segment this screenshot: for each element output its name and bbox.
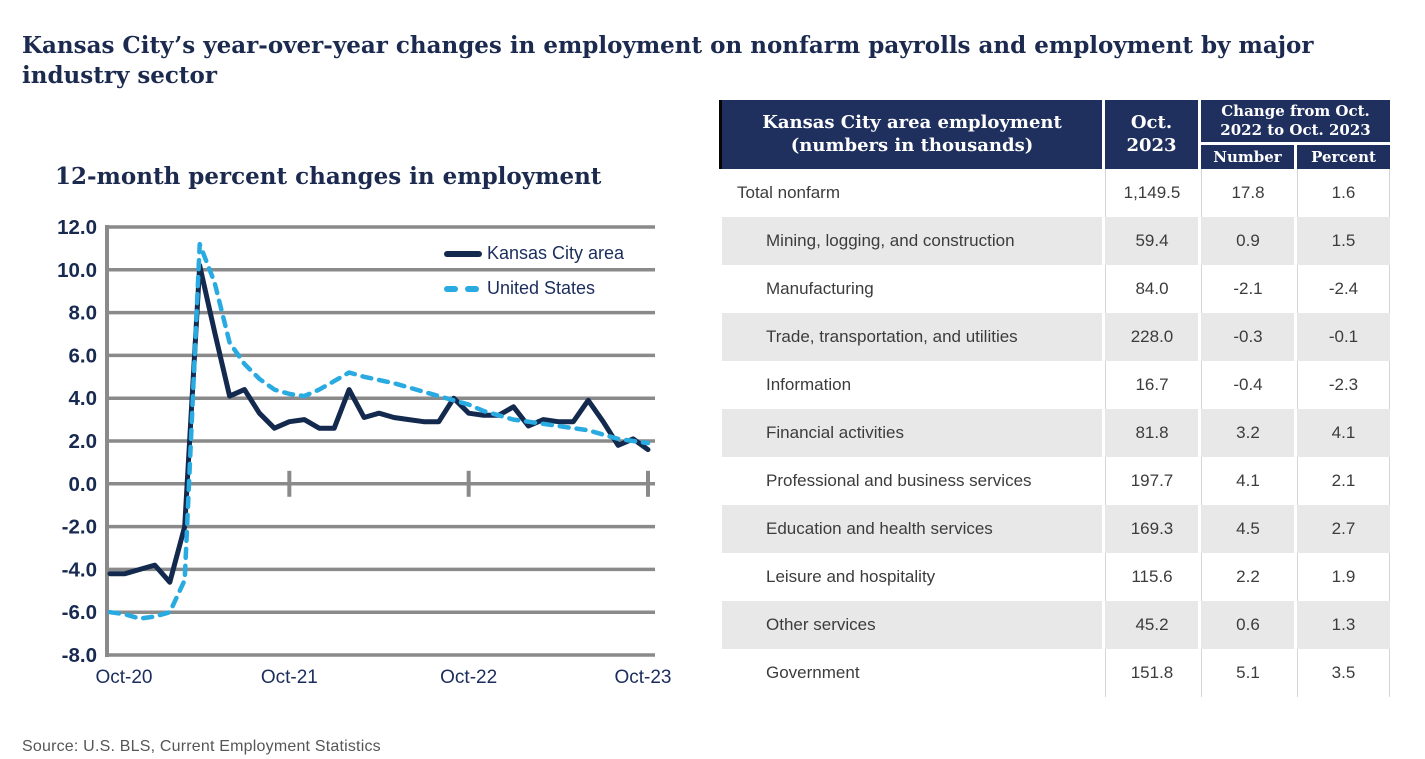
row-change-percent: 2.7 [1297,505,1390,553]
row-change-number: 17.8 [1201,169,1294,217]
row-label: Leisure and hospitality [722,553,1102,601]
table-row-other-services [722,601,1390,649]
table-row-education-health-services [722,505,1390,553]
row-label: Government [722,649,1102,697]
y-axis-label: -8.0 [61,644,97,667]
y-axis-label: 6.0 [68,344,97,368]
row-label: Financial activities [722,409,1102,457]
row-change-percent: 1.3 [1297,601,1390,649]
row-oct-value: 197.7 [1105,457,1198,505]
row-oct-value: 228.0 [1105,313,1198,361]
row-change-number: 2.2 [1201,553,1294,601]
table-row-leisure-hospitality [722,553,1390,601]
y-axis-label: 0.0 [68,472,97,496]
row-change-number: 5.1 [1201,649,1294,697]
row-change-number: -2.1 [1201,265,1294,313]
row-oct-value: 16.7 [1105,361,1198,409]
row-change-percent: -2.4 [1297,265,1390,313]
table-row-mining-logging-construction [722,217,1390,265]
y-axis-label: 2.0 [68,430,97,453]
chart-legend [444,240,624,302]
row-change-number: 4.1 [1201,457,1294,505]
line-chart [30,210,690,710]
row-change-percent: 2.1 [1297,457,1390,505]
row-change-number: 4.5 [1201,505,1294,553]
row-label: Manufacturing [722,265,1102,313]
table-row-financial-activities [722,409,1390,457]
row-oct-value: 84.0 [1105,265,1198,313]
row-label: Information [722,361,1102,409]
row-oct-value: 1,149.5 [1105,169,1198,217]
y-axis-label: 8.0 [68,301,97,325]
row-oct-value: 45.2 [1105,601,1198,649]
legend-label-kansas-city: Kansas City area [487,243,625,263]
legend-item-united-states [444,275,624,302]
table-row-manufacturing [722,265,1390,313]
row-label: Professional and business services [722,457,1102,505]
row-label: Mining, logging, and construction [722,217,1102,265]
header-left-edge [719,100,722,169]
table-row-government [722,649,1390,697]
table-row-trade-transportation-utilities [722,313,1390,361]
row-oct-value: 169.3 [1105,505,1198,553]
x-axis-label: Oct-23 [614,667,672,688]
united-states-line-swatch-icon [444,286,482,292]
y-axis-label: -4.0 [61,558,97,582]
row-change-percent: -0.1 [1297,313,1390,361]
x-axis-label: Oct-21 [260,667,318,688]
x-axis-label: Oct-20 [95,667,153,688]
y-axis-label: 12.0 [57,216,97,239]
row-oct-value: 115.6 [1105,553,1198,601]
column-header-number: Number [1201,145,1294,169]
row-label: Other services [722,601,1102,649]
employment-table [722,100,1390,697]
table-header [722,100,1390,169]
row-change-percent: 1.6 [1297,169,1390,217]
row-change-number: -0.4 [1201,361,1294,409]
y-axis-label: 10.0 [57,258,97,282]
row-change-percent: -2.3 [1297,361,1390,409]
chart-title: 12-month percent changes in employment [55,163,602,191]
column-header-percent: Percent [1297,145,1390,169]
row-change-percent: 3.5 [1297,649,1390,697]
table-row-information [722,361,1390,409]
y-axis-label: -2.0 [61,515,97,539]
row-change-number: 0.9 [1201,217,1294,265]
y-axis-label: 4.0 [68,387,97,411]
column-header-oct-2023: Oct. 2023 [1105,100,1198,169]
legend-item-kansas-city [444,240,624,267]
row-oct-value: 151.8 [1105,649,1198,697]
x-axis-label: Oct-22 [440,667,498,688]
row-label: Education and health services [722,505,1102,553]
legend-label-united-states: United States [487,278,596,298]
row-change-number: 0.6 [1201,601,1294,649]
row-change-number: -0.3 [1201,313,1294,361]
table-body [722,169,1390,697]
row-label: Total nonfarm [722,169,1102,217]
row-oct-value: 81.8 [1105,409,1198,457]
row-change-number: 3.2 [1201,409,1294,457]
row-oct-value: 59.4 [1105,217,1198,265]
column-header-change-group: Change from Oct. 2022 to Oct. 2023 [1201,100,1390,142]
row-change-percent: 1.9 [1297,553,1390,601]
kansas-city-line-swatch-icon [444,251,482,257]
row-change-percent: 1.5 [1297,217,1390,265]
table-row-total-nonfarm [722,169,1390,217]
row-change-percent: 4.1 [1297,409,1390,457]
source-note: Source: U.S. BLS, Current Employment Statistics [22,738,381,755]
page-title: Kansas City’s year-over-year changes in employment on nonfarm payrolls and employment by major industry sector [22,32,1314,90]
y-axis-label: -6.0 [61,601,97,625]
table-row-professional-business-services [722,457,1390,505]
row-label: Trade, transportation, and utilities [722,313,1102,361]
column-header-area-employment: Kansas City area employment (numbers in thousands) [722,100,1102,169]
